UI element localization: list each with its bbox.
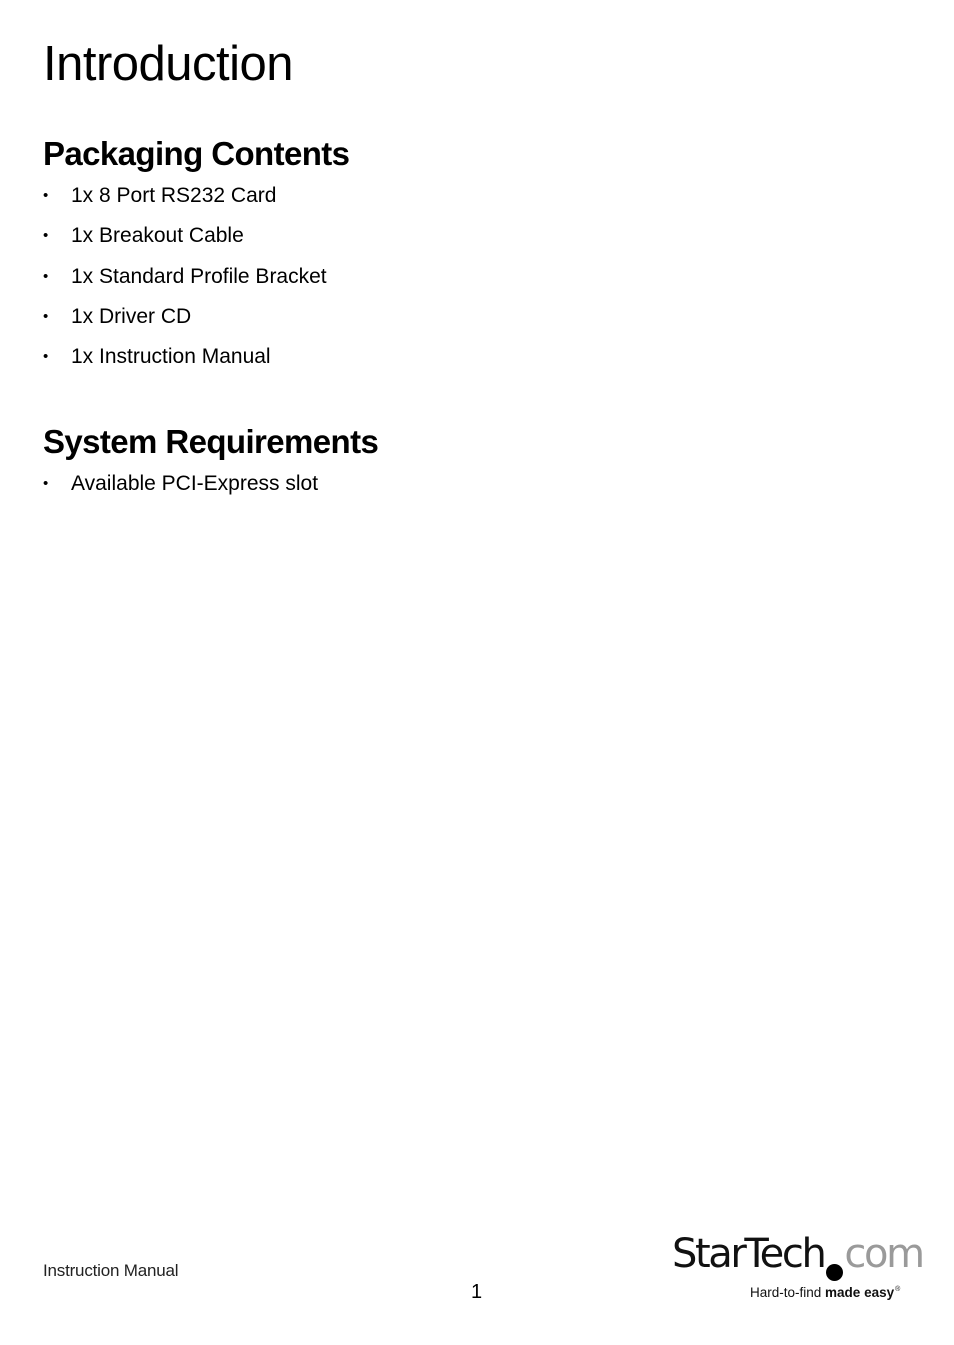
bullet-icon: • [43,475,49,492]
list-item [43,181,327,221]
startech-logo [672,1231,923,1304]
footer-document-label: Instruction Manual [43,1261,179,1280]
list-item-text: 1x Instruction Manual [71,345,271,369]
list-item-text: 1x 8 Port RS232 Card [71,184,277,207]
logo-dot-icon [826,1264,843,1281]
bullet-icon: • [43,227,49,245]
list-item [43,221,327,261]
bullet-icon: • [43,267,49,285]
page-title: Introduction [43,37,294,91]
system-requirements-heading: System Requirements [43,423,379,460]
list-item [43,469,318,509]
list-item-text: 1x Driver CD [71,304,192,328]
page-number: 1 [471,1281,483,1303]
bullet-icon: • [43,187,49,204]
list-item [43,342,327,382]
packaging-contents-heading: Packaging Contents [43,135,350,172]
logo-wordmark [672,1232,923,1281]
list-item-text: Available PCI-Express slot [71,472,319,495]
list-item-text: 1x Standard Profile Bracket [71,264,327,288]
registered-mark: ® [895,1286,901,1293]
list-item [43,262,327,302]
logo-tld-text: com [844,1231,923,1277]
tagline-light-text: Hard-to-find [750,1285,822,1300]
list-item-text: 1x Breakout Cable [71,224,244,248]
logo-tagline [750,1282,900,1301]
bullet-icon: • [43,307,49,325]
system-requirements-list [43,469,318,509]
list-item [43,302,327,342]
bullet-icon: • [43,348,49,366]
logo-brand-text: StarTech [672,1231,825,1277]
tagline-bold-text: made easy [825,1285,895,1300]
packaging-contents-list [43,181,327,382]
